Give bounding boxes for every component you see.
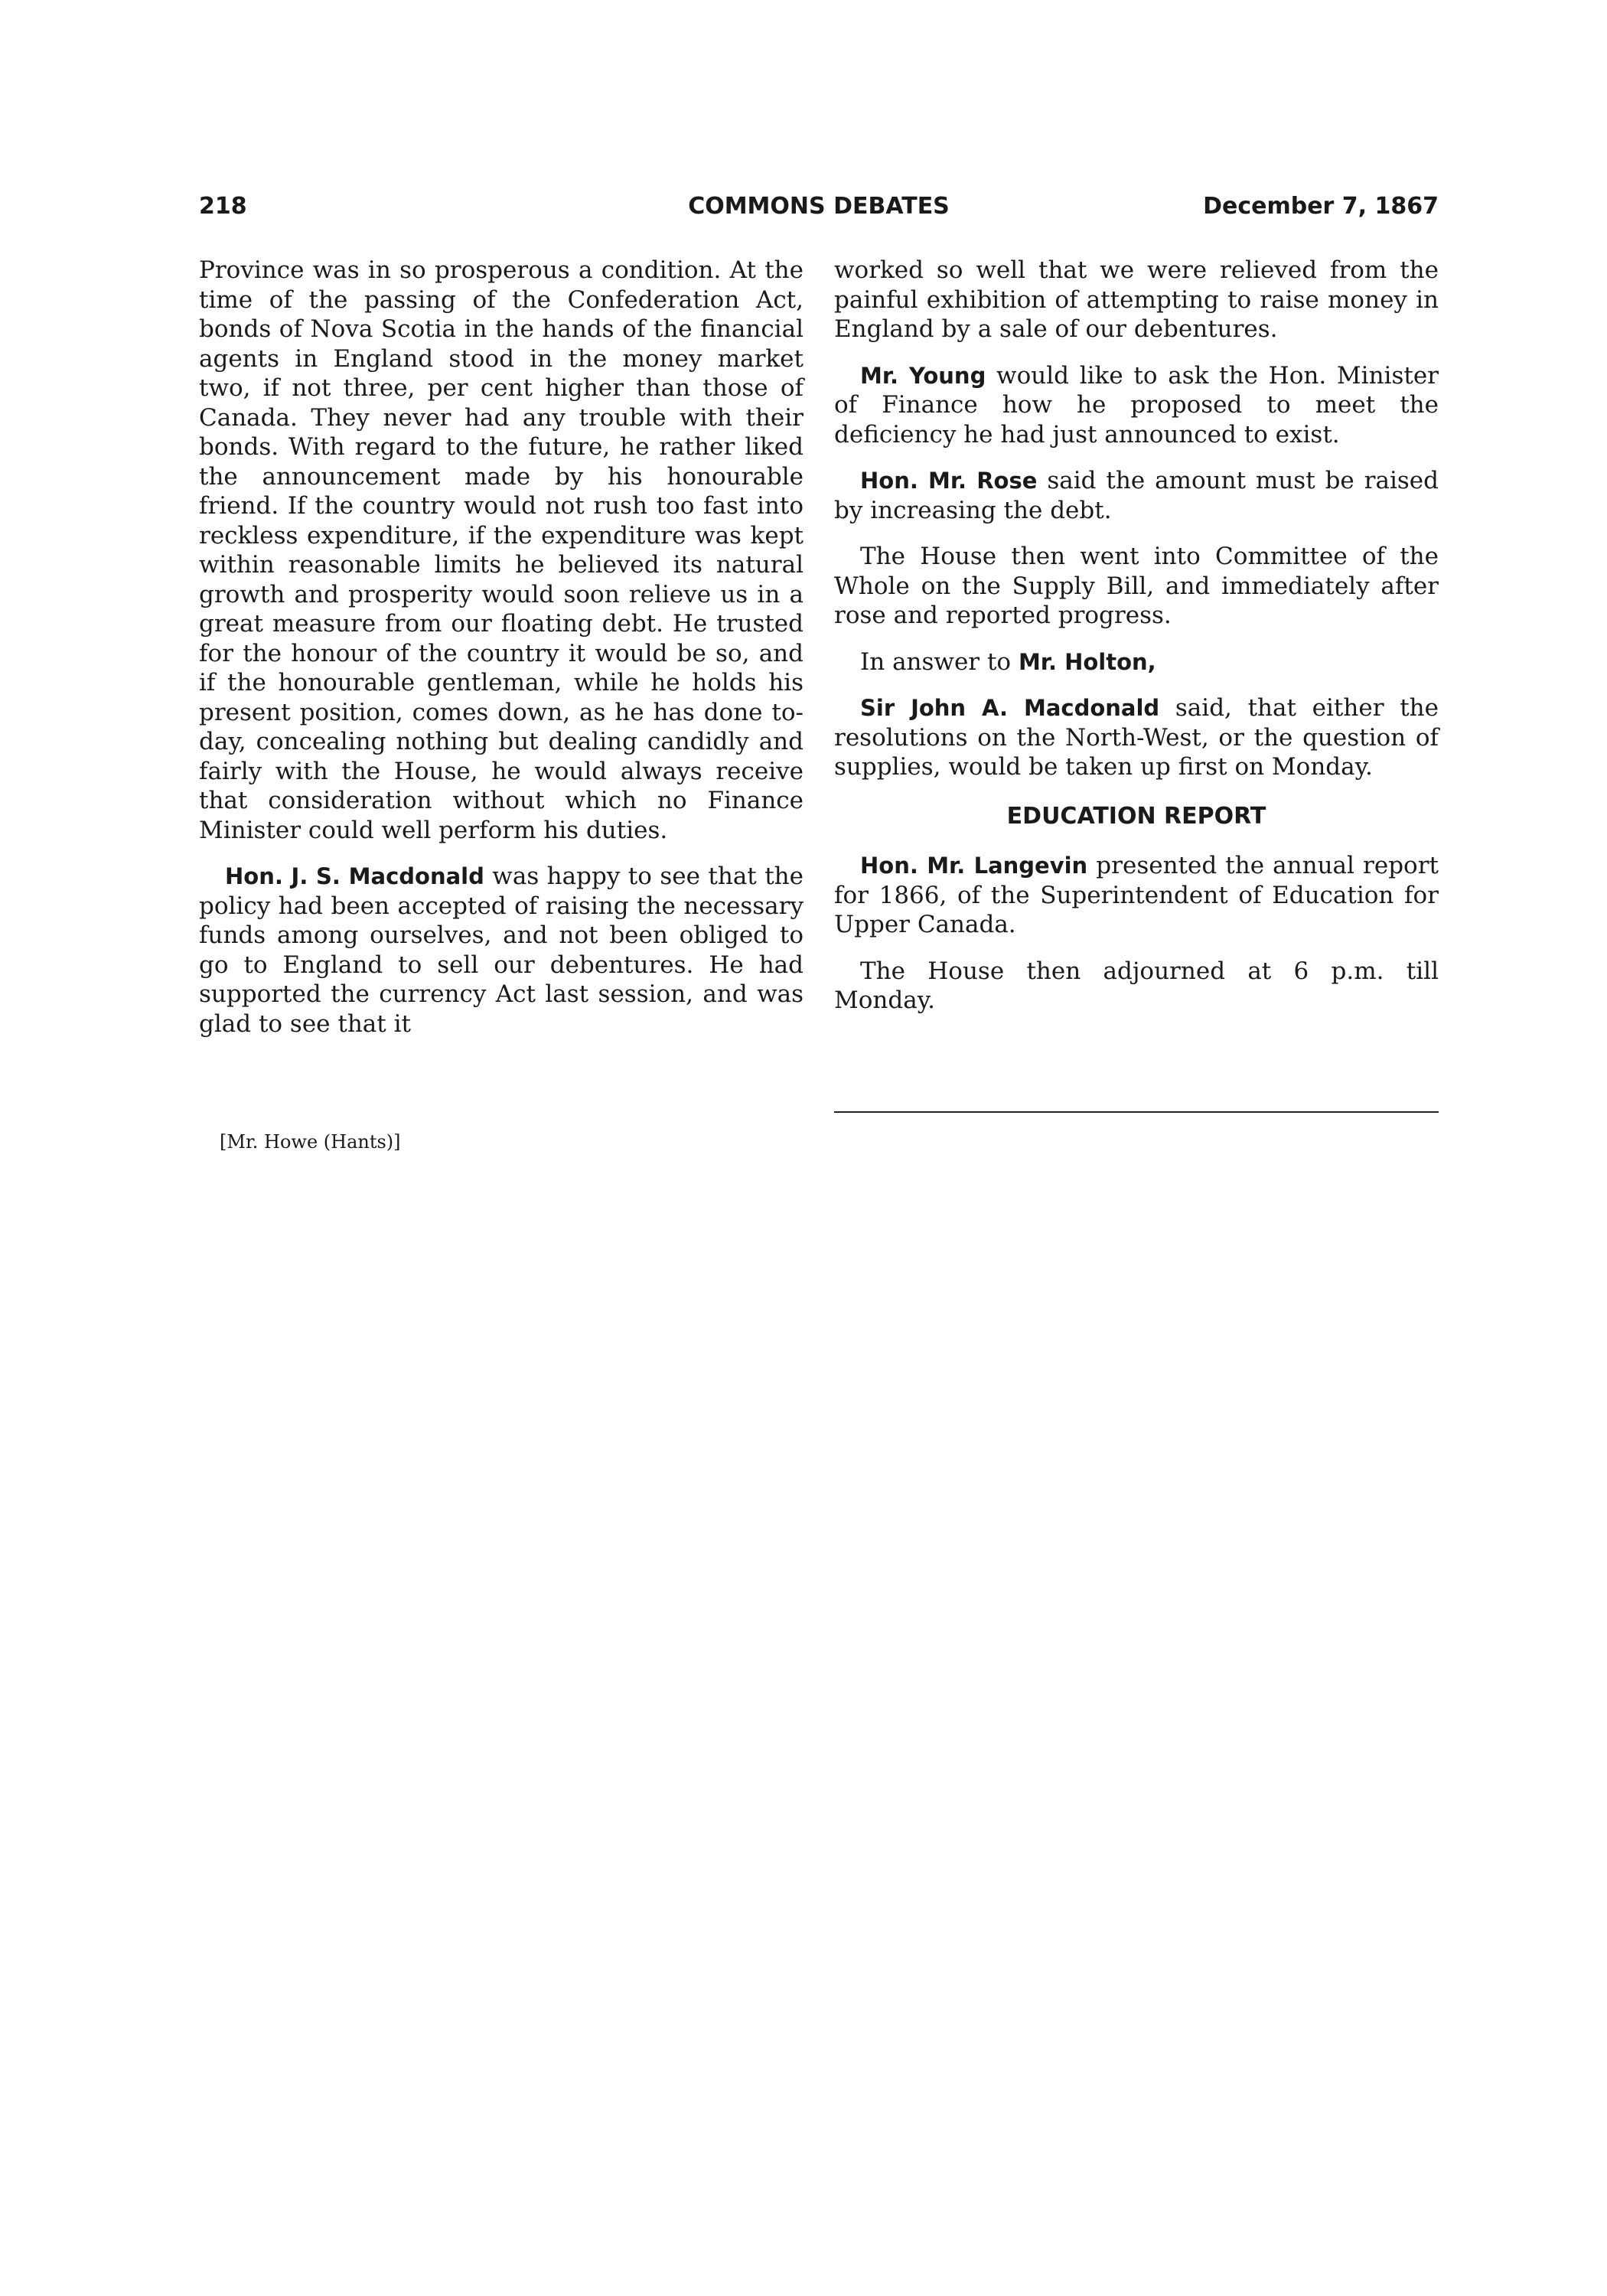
section-heading: EDUCATION REPORT (1006, 802, 1266, 830)
paragraph-continuation-right: worked so well that we were relieved from the painful exhibition of attempting to raise money in England by a sale of our debentures. (834, 256, 1439, 343)
running-title: COMMONS DEBATES (688, 193, 950, 220)
paragraph-holton (834, 647, 1439, 677)
header-date: December 7, 1867 (1203, 193, 1439, 220)
speaker-name: Mr. Young (860, 362, 986, 389)
paragraph-text: was happy to see that the policy had been accepted of raising the necessary funds among ourselves, and not been obliged to go to England to sell our debentures. He had supported the currency Act last session, and was glad to see that it (199, 863, 804, 1038)
paragraph-text: In answer to (860, 647, 1019, 676)
paragraph-langevin (834, 851, 1439, 940)
speaker-name: Hon. Mr. Rose (860, 468, 1038, 494)
speaker-name: Sir John A. Macdonald (860, 695, 1160, 721)
paragraph-rose (834, 466, 1439, 525)
left-column (199, 256, 804, 1055)
speaker-name: Hon. J. S. Macdonald (225, 863, 484, 889)
paragraph-young (834, 361, 1439, 450)
paragraph-macdonald-js (199, 862, 804, 1039)
paragraph-text: would like to ask the Hon. Minister of Finance how he proposed to meet the deficiency he had just announced to exist. (834, 361, 1439, 448)
paragraph-text: presented the annual report for 1866, of the Superintendent of Education for Upper Canada. (834, 852, 1439, 938)
paragraph-committee: The House then went into Committee of the Whole on the Supply Bill, and immediately after rose and reported progress. (834, 543, 1439, 629)
footer-note: [Mr. Howe (Hants)] (220, 1131, 401, 1153)
paragraph-adjourned: The House then adjourned at 6 p.m. till Monday. (834, 957, 1439, 1014)
speaker-name: Hon. Mr. Langevin (860, 853, 1088, 879)
paragraph-text: said, that either the resolutions on the North-West, or the question of supplies, would be taken up first on Monday. (834, 694, 1439, 781)
footer-rule (834, 1111, 1439, 1113)
paragraph-text: said the amount must be raised by increasing the debt. (834, 467, 1439, 524)
speaker-name: Mr. Holton, (1018, 648, 1156, 675)
right-column (834, 256, 1439, 1032)
paragraph-continuation: Province was in so prosperous a condition. At the time of the passing of the Confederation Act, bonds of Nova Scotia in the hands of the financial agents in England stood in the money market two, if not three, per cent higher than those of Canada. They never had any trouble with their bonds. With regard to the future, he rather liked the announcement made by his honourable friend. If the country would not rush too fast into reckless expenditure, if the expenditure was kept within reasonable limits he believed its natural growth and prosperity would soon relieve us in a great measure from our floating debt. He trusted for the honour of the country it would be so, and if the honourable gentleman, while he holds his present position, comes down, as he has done to-day, concealing nothing but dealing candidly and fairly with the House, he would always receive that consideration without which no Finance Minister could well perform his duties. (199, 256, 804, 844)
page-number: 218 (199, 193, 247, 220)
page-header (199, 193, 1439, 227)
paragraph-macdonald-ja (834, 693, 1439, 782)
